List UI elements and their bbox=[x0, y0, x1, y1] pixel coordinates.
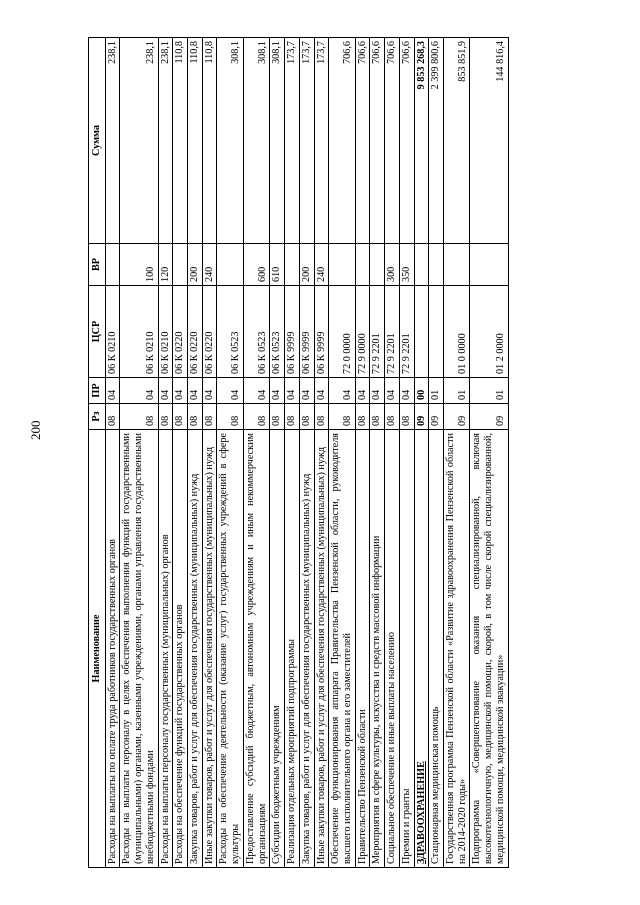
table-row bbox=[270, 38, 285, 868]
row-rz-cell: 08 bbox=[120, 404, 158, 430]
row-name-cell: Расходы на выплаты по оплате труда работников государственных органов bbox=[105, 430, 120, 868]
row-vr-cell: 120 bbox=[158, 244, 173, 286]
row-rz-cell: 08 bbox=[399, 404, 414, 430]
row-sum-cell: 238,1 bbox=[158, 38, 173, 244]
table-row bbox=[217, 38, 243, 868]
row-sum-cell: 706,6 bbox=[355, 38, 370, 244]
row-pr-cell: 04 bbox=[202, 378, 217, 404]
row-sum-cell: 110,8 bbox=[188, 38, 203, 244]
row-rz-cell: 08 bbox=[173, 404, 188, 430]
row-csr-cell: 06 К 0523 bbox=[217, 286, 243, 378]
row-pr-cell: 04 bbox=[355, 378, 370, 404]
row-rz-cell: 09 bbox=[429, 404, 444, 430]
row-pr-cell: 04 bbox=[399, 378, 414, 404]
row-vr-cell bbox=[217, 244, 243, 286]
row-name-cell: Подпрограмма «Совершенствование оказания специализированной, включая высокотехнологичную, медицинской помощи, скорой, в том числе скорой специализированной, медицинской помощи, медицинской эвакуации» bbox=[470, 430, 508, 868]
row-vr-cell: 610 bbox=[270, 244, 285, 286]
row-sum-cell: 706,6 bbox=[370, 38, 385, 244]
row-vr-cell bbox=[329, 244, 355, 286]
table-row bbox=[188, 38, 203, 868]
table-row bbox=[355, 38, 370, 868]
row-sum-cell: 144 816,4 bbox=[470, 38, 508, 244]
row-rz-cell: 08 bbox=[202, 404, 217, 430]
row-sum-cell: 173,7 bbox=[285, 38, 300, 244]
row-sum-cell: 9 853 268,3 bbox=[414, 38, 429, 244]
row-pr-cell: 04 bbox=[385, 378, 400, 404]
row-name-cell: Расходы на обеспечение деятельности (оказание услуг) государственных учреждений в сфере культуры bbox=[217, 430, 243, 868]
table-row bbox=[314, 38, 329, 868]
row-rz-cell: 08 bbox=[188, 404, 203, 430]
row-pr-cell: 04 bbox=[217, 378, 243, 404]
rotated-page bbox=[88, 38, 558, 868]
row-name-cell: Предоставление субсидий бюджетным, автономным учреждениям и иным некоммерческим организациям bbox=[243, 430, 269, 868]
row-csr-cell: 06 К 0220 bbox=[173, 286, 188, 378]
row-rz-cell: 08 bbox=[105, 404, 120, 430]
row-pr-cell: 04 bbox=[158, 378, 173, 404]
row-csr-cell: 06 К 9999 bbox=[299, 286, 314, 378]
row-csr-cell: 06 К 0220 bbox=[202, 286, 217, 378]
row-name-cell: Мероприятия в сфере культуры, искусства и средств массовой информации bbox=[370, 430, 385, 868]
row-rz-cell: 08 bbox=[299, 404, 314, 430]
row-rz-cell: 08 bbox=[285, 404, 300, 430]
row-sum-cell: 706,6 bbox=[329, 38, 355, 244]
row-pr-cell: 04 bbox=[370, 378, 385, 404]
row-csr-cell: 06 К 0523 bbox=[243, 286, 269, 378]
table-row bbox=[158, 38, 173, 868]
row-name-cell: Реализация отдельных мероприятий подпрограммы bbox=[285, 430, 300, 868]
row-vr-cell: 350 bbox=[399, 244, 414, 286]
row-vr-cell: 300 bbox=[385, 244, 400, 286]
row-name-cell: Государственная программа Пензенской области «Развитие здравоохранения Пензенской области на 2014-2020 годы» bbox=[443, 430, 469, 868]
row-csr-cell: 72 0 0000 bbox=[329, 286, 355, 378]
row-name-cell: Иные закупки товаров, работ и услуг для обеспечения государственных (муниципальных) нужд bbox=[202, 430, 217, 868]
row-vr-cell bbox=[105, 244, 120, 286]
row-sum-cell: 308,1 bbox=[270, 38, 285, 244]
row-sum-cell: 110,8 bbox=[202, 38, 217, 244]
row-vr-cell bbox=[470, 244, 508, 286]
row-name-cell: Обеспечение функционирования аппарата Правительства Пензенской области, руководителя высшего исполнительного органа и его заместителей bbox=[329, 430, 355, 868]
table-row bbox=[385, 38, 400, 868]
table-row bbox=[202, 38, 217, 868]
row-pr-cell: 04 bbox=[270, 378, 285, 404]
row-sum-cell: 173,7 bbox=[299, 38, 314, 244]
row-sum-cell: 853 851,9 bbox=[443, 38, 469, 244]
row-vr-cell bbox=[173, 244, 188, 286]
row-csr-cell: 06 К 0210 bbox=[120, 286, 158, 378]
row-name-cell: Субсидии бюджетным учреждениям bbox=[270, 430, 285, 868]
row-rz-cell: 08 bbox=[329, 404, 355, 430]
row-rz-cell: 09 bbox=[443, 404, 469, 430]
row-csr-cell: 01 2 0000 bbox=[470, 286, 508, 378]
row-csr-cell: 06 К 0220 bbox=[188, 286, 203, 378]
row-rz-cell: 08 bbox=[355, 404, 370, 430]
table-row bbox=[443, 38, 469, 868]
row-vr-cell: 200 bbox=[188, 244, 203, 286]
row-csr-cell bbox=[414, 286, 429, 378]
row-csr-cell: 06 К 0210 bbox=[158, 286, 173, 378]
row-sum-cell: 308,1 bbox=[243, 38, 269, 244]
row-pr-cell: 04 bbox=[120, 378, 158, 404]
table-row bbox=[105, 38, 120, 868]
row-csr-cell: 06 К 0210 bbox=[105, 286, 120, 378]
row-sum-cell: 2 399 800,6 bbox=[429, 38, 444, 244]
table-row bbox=[470, 38, 508, 868]
table-row bbox=[399, 38, 414, 868]
header-name: Наименование bbox=[89, 430, 106, 868]
row-pr-cell: 04 bbox=[188, 378, 203, 404]
table-row bbox=[173, 38, 188, 868]
row-vr-cell bbox=[443, 244, 469, 286]
header-csr: ЦСР bbox=[89, 286, 106, 378]
row-vr-cell bbox=[355, 244, 370, 286]
row-name-cell: Расходы на обеспечение функций государственных органов bbox=[173, 430, 188, 868]
row-rz-cell: 08 bbox=[314, 404, 329, 430]
header-pr: ПР bbox=[89, 378, 106, 404]
row-rz-cell: 08 bbox=[270, 404, 285, 430]
row-csr-cell bbox=[429, 286, 444, 378]
row-pr-cell: 04 bbox=[314, 378, 329, 404]
row-pr-cell: 04 bbox=[329, 378, 355, 404]
table-row bbox=[329, 38, 355, 868]
row-pr-cell: 00 bbox=[414, 378, 429, 404]
table-header-row bbox=[89, 38, 106, 868]
row-name-cell: Иные закупки товаров, работ и услуг для обеспечения государственных (муниципальных) нужд bbox=[314, 430, 329, 868]
budget-table bbox=[88, 37, 509, 868]
row-csr-cell: 01 0 0000 bbox=[443, 286, 469, 378]
row-pr-cell: 04 bbox=[173, 378, 188, 404]
row-rz-cell: 08 bbox=[217, 404, 243, 430]
row-pr-cell: 04 bbox=[105, 378, 120, 404]
row-rz-cell: 08 bbox=[370, 404, 385, 430]
table-row bbox=[285, 38, 300, 868]
table-row bbox=[299, 38, 314, 868]
row-rz-cell: 09 bbox=[470, 404, 508, 430]
row-name-cell: ЗДРАВООХРАНЕНИЕ bbox=[414, 430, 429, 868]
row-vr-cell bbox=[429, 244, 444, 286]
row-pr-cell: 04 bbox=[243, 378, 269, 404]
row-csr-cell: 06 К 0523 bbox=[270, 286, 285, 378]
row-vr-cell bbox=[370, 244, 385, 286]
header-sum: Сумма bbox=[89, 38, 106, 244]
row-csr-cell: 72 9 2201 bbox=[399, 286, 414, 378]
row-vr-cell: 600 bbox=[243, 244, 269, 286]
row-pr-cell: 01 bbox=[470, 378, 508, 404]
row-pr-cell: 04 bbox=[285, 378, 300, 404]
table-row bbox=[429, 38, 444, 868]
row-name-cell: Расходы на выплаты персоналу в целях обеспечения выполнения функций государственными (муниципальными) органами, казенными учреждениями, органами управления государственными внебюджетными фондами bbox=[120, 430, 158, 868]
row-vr-cell: 100 bbox=[120, 244, 158, 286]
row-rz-cell: 08 bbox=[243, 404, 269, 430]
row-vr-cell bbox=[285, 244, 300, 286]
row-sum-cell: 238,1 bbox=[120, 38, 158, 244]
row-csr-cell: 06 К 9999 bbox=[314, 286, 329, 378]
row-pr-cell: 01 bbox=[429, 378, 444, 404]
table-row bbox=[243, 38, 269, 868]
row-name-cell: Правительство Пензенской области bbox=[355, 430, 370, 868]
row-rz-cell: 08 bbox=[158, 404, 173, 430]
row-sum-cell: 706,6 bbox=[385, 38, 400, 244]
row-vr-cell: 240 bbox=[202, 244, 217, 286]
row-name-cell: Расходы на выплаты персоналу государственных (муниципальных) органов bbox=[158, 430, 173, 868]
row-rz-cell: 09 bbox=[414, 404, 429, 430]
header-rz: Рз bbox=[89, 404, 106, 430]
table-row bbox=[120, 38, 158, 868]
table-body bbox=[105, 38, 508, 868]
row-csr-cell: 72 9 0000 bbox=[355, 286, 370, 378]
table-row bbox=[370, 38, 385, 868]
row-vr-cell: 200 bbox=[299, 244, 314, 286]
row-sum-cell: 110,8 bbox=[173, 38, 188, 244]
row-vr-cell bbox=[414, 244, 429, 286]
page-number: 200 bbox=[28, 420, 43, 440]
row-name-cell: Социальное обеспечение и иные выплаты населению bbox=[385, 430, 400, 868]
row-name-cell: Закупка товаров, работ и услуг для обеспечения государственных (муниципальных) нужд bbox=[299, 430, 314, 868]
row-csr-cell: 72 9 2201 bbox=[385, 286, 400, 378]
row-name-cell: Премии и гранты bbox=[399, 430, 414, 868]
row-rz-cell: 08 bbox=[385, 404, 400, 430]
row-sum-cell: 308,1 bbox=[217, 38, 243, 244]
row-sum-cell: 173,7 bbox=[314, 38, 329, 244]
row-csr-cell: 72 9 2201 bbox=[370, 286, 385, 378]
table-row bbox=[414, 38, 429, 868]
row-pr-cell: 01 bbox=[443, 378, 469, 404]
row-name-cell: Закупка товаров, работ и услуг для обеспечения государственных (муниципальных) нужд bbox=[188, 430, 203, 868]
row-pr-cell: 04 bbox=[299, 378, 314, 404]
row-sum-cell: 706,6 bbox=[399, 38, 414, 244]
row-name-cell: Стационарная медицинская помощь bbox=[429, 430, 444, 868]
header-vr: ВР bbox=[89, 244, 106, 286]
row-csr-cell: 06 К 9999 bbox=[285, 286, 300, 378]
row-vr-cell: 240 bbox=[314, 244, 329, 286]
row-sum-cell: 238,1 bbox=[105, 38, 120, 244]
